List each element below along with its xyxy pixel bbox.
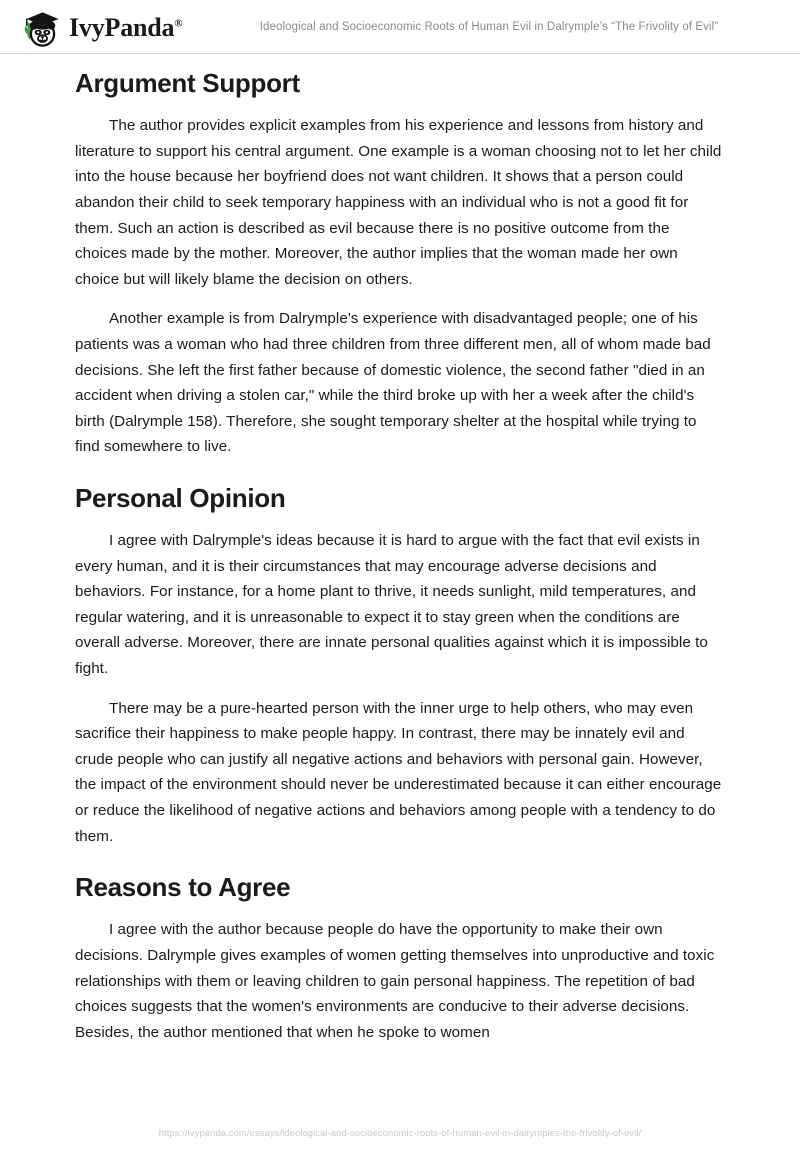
header-divider [0,53,800,54]
brand-name [69,15,182,41]
footer-url[interactable]: https://ivypanda.com/essays/ideological-and-socioeconomic-roots-of-human-evil-in-dalrymples-the-frivolity-of-evil/ [158,1128,642,1139]
paragraph: Another example is from Dalrymple's experience with disadvantaged people; one of his patients was a woman who had three children from three different men, all of whom made bad decisions. She left the first father because of domestic violence, the second father "died in an accident when driving a stolen car," while the third broke up with her a week after the child's birth (Dalrymple 158). Therefore, she sought temporary shelter at the hospital while trying to find somewhere to live. [75,310,711,456]
section-personal-opinion [75,483,723,849]
paragraph: There may be a pure-hearted person with the inner urge to help others, who may even sacrifice their happiness to make people happy. In contrast, there may be innately evil and crude people who can justify all negative actions and behaviors with personal gain. However, the impact of the environment should never be underestimated because it can either encourage or reduce the likelihood of negative actions and behaviors among people with a tendency to do them. [75,699,722,845]
section-heading: Argument Support [75,68,300,98]
paragraph: I agree with Dalrymple's ideas because it is hard to argue with the fact that evil exists in every human, and it is their circumstances that may encourage adverse decisions and behaviors. For instance, for a home plant to thrive, it needs sunlight, mild temperatures, and regular watering, and it is unreasonable to expect it to stay green when the conditions are overall adverse. Moreover, there are innate personal qualities against which it is impossible to fight. [75,532,708,678]
section-reasons-to-agree [75,872,723,1045]
section-heading: Personal Opinion [75,482,286,513]
section-body [75,917,723,1045]
document-body [75,68,723,1045]
paragraph: The author provides explicit examples from his experience and lessons from history and literature to support his central argument. One example is a woman choosing not to let her child into the house because her boyfriend does not want children. It shows that a person could abandon their child to seek temporary happiness with an individual who is not a good fit for them. Such an action is described as evil because there is no positive outcome from the choices made by the mother. Moreover, the author implies that the woman made her own choice but will likely blame the decision on others. [75,117,722,288]
brand-logo[interactable] [18,6,182,50]
panda-graduate-logo-icon [18,6,62,50]
section-body [75,528,723,849]
registered-mark: ® [174,17,183,30]
paragraph: I agree with the author because people do have the opportunity to make their own decisions. Dalrymple gives examples of women getting themselves into unproductive and toxic relationships with them or leaving children to gain personal happiness. The repetition of bad choices suggests that the women's environments are conducive to their adverse decisions. Besides, the author mentioned that when he spoke to women [75,921,715,1041]
brand-name-text: IvyPanda [69,13,175,42]
section-heading: Reasons to Agree [75,872,291,903]
document-title: Ideological and Socioeconomic Roots of Human Evil in Dalrymple’s “The Frivolity of Evil” [259,20,719,33]
section-argument-support [75,68,723,460]
page-header [0,0,800,53]
section-body [75,113,723,460]
